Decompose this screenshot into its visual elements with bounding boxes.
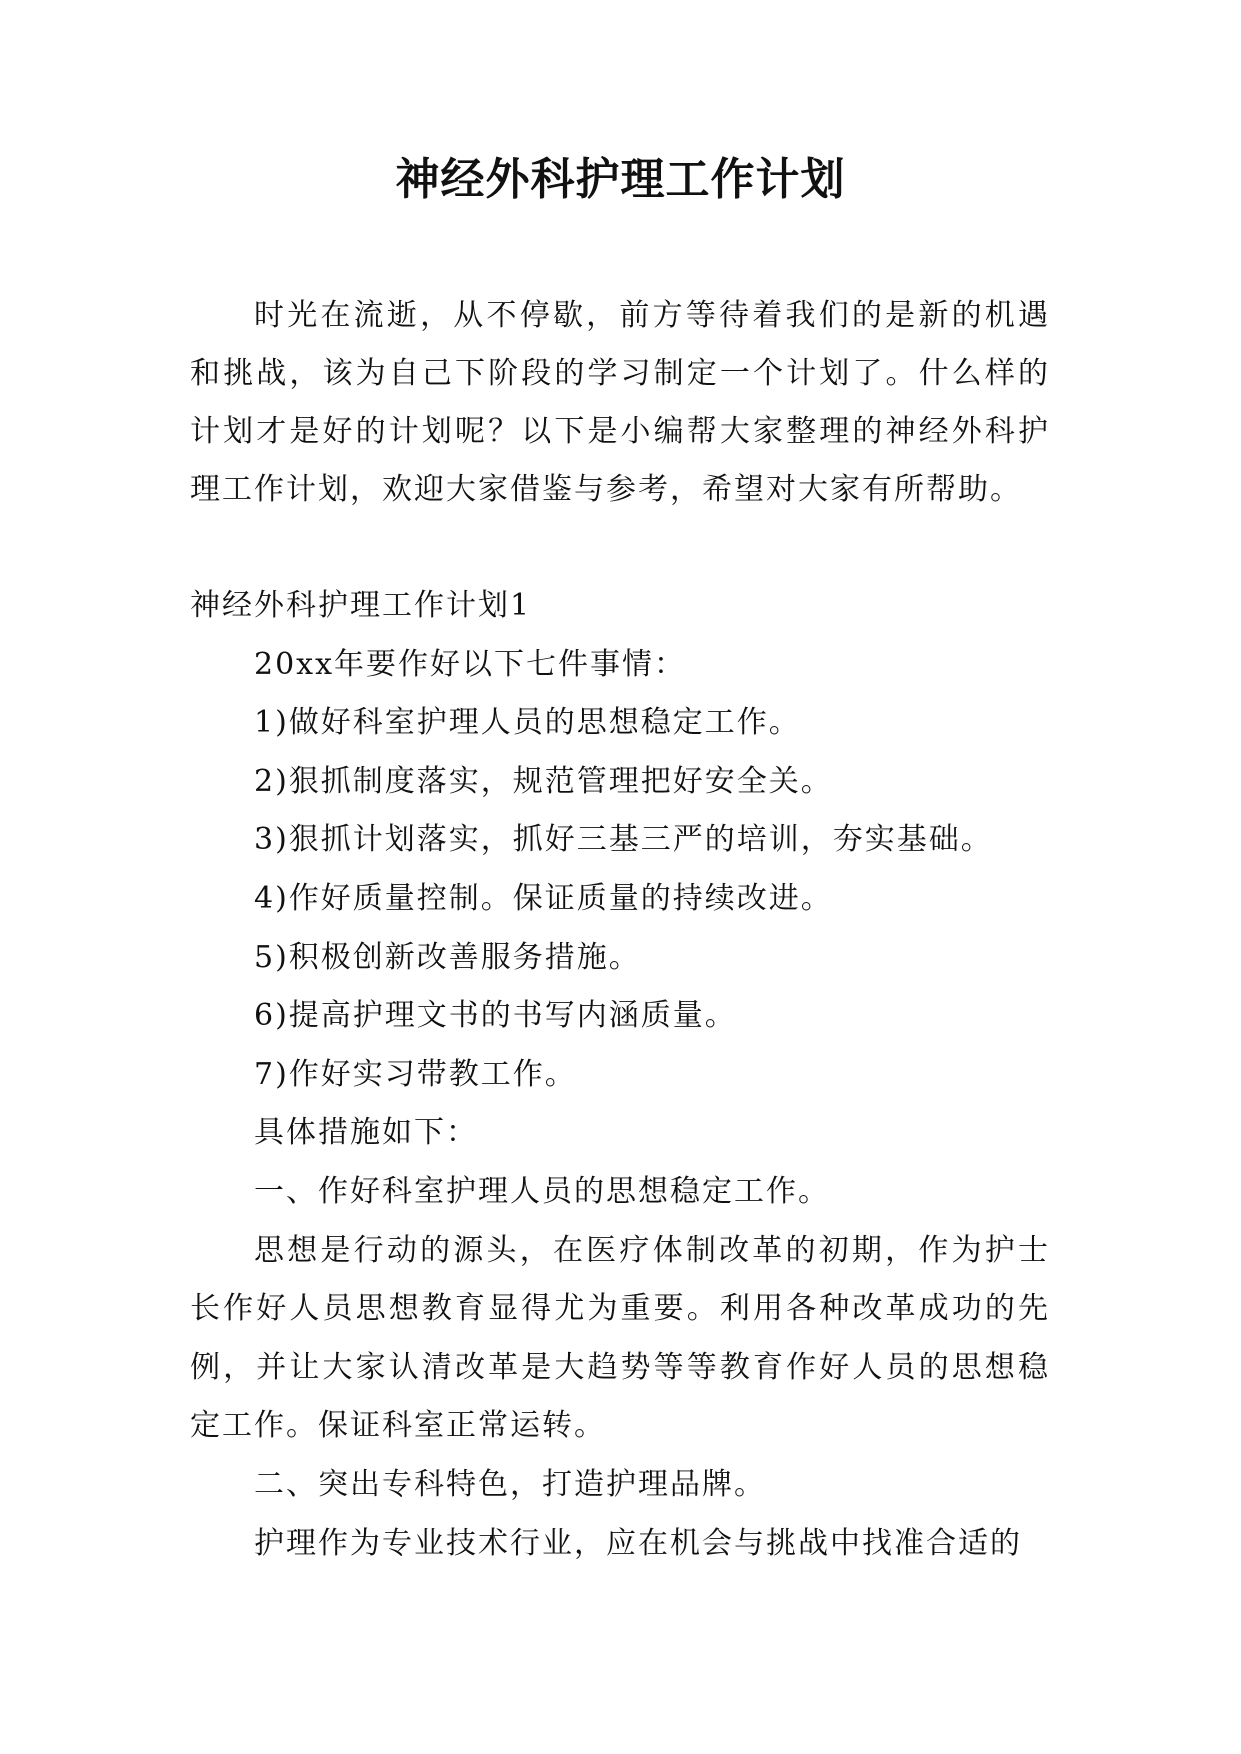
list-item: 6)提高护理文书的书写内涵质量。 <box>254 998 737 1034</box>
list-item: 4)作好质量控制。保证质量的持续改进。 <box>254 880 833 916</box>
document-title: 神经外科护理工作计划 <box>395 154 846 205</box>
section-heading: 神经外科护理工作计划1 <box>190 588 532 623</box>
subheading-2: 二、突出专科特色，打造护理品牌。 <box>254 1466 766 1502</box>
measures-heading: 具体措施如下： <box>254 1115 478 1151</box>
list-item: 2)狠抓制度落实，规范管理把好安全关。 <box>254 763 833 799</box>
list-item: 1)做好科室护理人员的思想稳定工作。 <box>254 705 801 741</box>
list-item: 20xx年要作好以下七件事情： <box>254 646 687 682</box>
list-item: 5)积极创新改善服务措施。 <box>254 939 641 975</box>
intro-paragraph: 时光在流逝，从不停歇，前方等待着我们的是新的机遇和挑战，该为自己下阶段的学习制定一个计划了。什么样的计划才是好的计划呢？以下是小编帮大家整理的神经外科护理工作计划，欢迎大家借鉴与参考，希望对大家有所帮助。 <box>190 298 1050 507</box>
paragraph-2: 护理作为专业技术行业，应在机会与挑战中找准合适的 <box>254 1525 1022 1561</box>
intro-paragraph-block <box>190 287 1050 519</box>
list-item: 7)作好实习带教工作。 <box>254 1056 577 1092</box>
subheading-1: 一、作好科室护理人员的思想稳定工作。 <box>254 1173 830 1209</box>
paragraph-1: 思想是行动的源头，在医疗体制改革的初期，作为护士长作好人员思想教育显得尤为重要。利用各种改革成功的先例，并让大家认清改革是大趋势等等教育作好人员的思想稳定工作。保证科室正常运转。 <box>190 1232 1050 1444</box>
list-item: 3)狠抓计划落实，抓好三基三严的培训，夯实基础。 <box>254 822 993 858</box>
section-1 <box>190 577 1050 1573</box>
